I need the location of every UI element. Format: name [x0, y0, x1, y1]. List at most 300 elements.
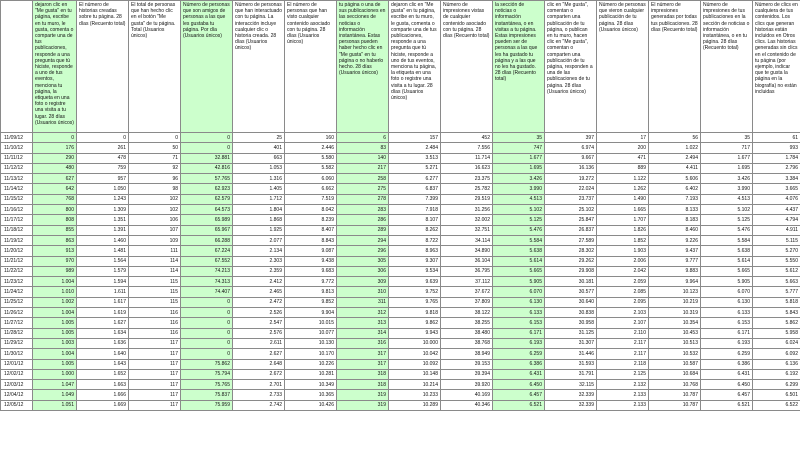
table-cell[interactable]: 9.437: [649, 246, 701, 256]
table-cell[interactable]: 5.582: [285, 163, 337, 173]
table-cell[interactable]: 92: [129, 163, 181, 173]
table-cell[interactable]: 10.587: [649, 359, 701, 369]
table-cell[interactable]: 23.737: [545, 194, 597, 204]
date-cell[interactable]: 11/23/12: [1, 277, 33, 287]
table-cell[interactable]: 8.460: [649, 225, 701, 235]
table-cell[interactable]: 2.576: [233, 328, 285, 338]
table-cell[interactable]: 1.405: [233, 184, 285, 194]
date-cell[interactable]: 11/12/12: [1, 163, 33, 173]
table-cell[interactable]: 31.307: [545, 338, 597, 348]
table-cell[interactable]: 6.136: [753, 359, 800, 369]
table-cell[interactable]: 10.219: [649, 297, 701, 307]
table-cell[interactable]: 32.002: [441, 215, 493, 225]
table-cell[interactable]: 5.818: [753, 297, 800, 307]
table-cell[interactable]: 117: [129, 400, 181, 410]
table-cell[interactable]: 40.346: [441, 400, 493, 410]
table-cell[interactable]: 31.593: [545, 359, 597, 369]
table-cell[interactable]: 6.259: [701, 349, 753, 359]
table-cell[interactable]: 8.133: [649, 205, 701, 215]
table-cell[interactable]: 10.289: [389, 400, 441, 410]
table-cell[interactable]: 7.193: [649, 194, 701, 204]
table-cell[interactable]: 401: [233, 143, 285, 153]
table-cell[interactable]: 16.623: [441, 163, 493, 173]
table-cell[interactable]: 5.606: [649, 174, 701, 184]
table-cell[interactable]: 66.288: [181, 235, 233, 245]
table-cell[interactable]: 5.125: [701, 215, 753, 225]
date-cell[interactable]: 12/03/12: [1, 380, 33, 390]
date-cell[interactable]: 11/14/12: [1, 184, 33, 194]
table-cell[interactable]: 1.490: [597, 194, 649, 204]
table-cell[interactable]: 10.123: [649, 287, 701, 297]
table-cell[interactable]: 1.049: [33, 390, 77, 400]
table-cell[interactable]: 1.053: [233, 163, 285, 173]
table-cell[interactable]: 39.920: [441, 380, 493, 390]
table-cell[interactable]: 2.446: [285, 143, 337, 153]
table-cell[interactable]: 2.095: [597, 297, 649, 307]
table-cell[interactable]: 9.534: [389, 266, 441, 276]
table-cell[interactable]: 1.712: [233, 194, 285, 204]
table-cell[interactable]: 3.426: [493, 174, 545, 184]
table-cell[interactable]: 176: [33, 143, 77, 153]
table-cell[interactable]: 96: [129, 174, 181, 184]
table-cell[interactable]: 1.051: [33, 400, 77, 410]
table-cell[interactable]: 10.042: [389, 349, 441, 359]
table-cell[interactable]: 286: [337, 215, 389, 225]
table-cell[interactable]: 10.532: [649, 349, 701, 359]
table-cell[interactable]: 6.070: [701, 287, 753, 297]
table-cell[interactable]: 1.804: [233, 205, 285, 215]
table-cell[interactable]: 6.153: [701, 318, 753, 328]
column-header[interactable]: [233, 1, 285, 133]
table-cell[interactable]: 4.911: [753, 225, 800, 235]
table-cell[interactable]: 117: [129, 349, 181, 359]
table-cell[interactable]: 140: [337, 153, 389, 163]
table-cell[interactable]: 75.862: [181, 359, 233, 369]
table-cell[interactable]: 23.375: [441, 174, 493, 184]
table-cell[interactable]: 2.107: [597, 318, 649, 328]
table-cell[interactable]: 5.102: [493, 205, 545, 215]
table-cell[interactable]: 6.092: [753, 349, 800, 359]
table-cell[interactable]: 56: [649, 133, 701, 143]
table-cell[interactable]: 1.351: [77, 215, 129, 225]
table-cell[interactable]: 2.359: [233, 266, 285, 276]
table-cell[interactable]: 1.925: [233, 225, 285, 235]
table-cell[interactable]: 1.481: [77, 246, 129, 256]
table-cell[interactable]: 98: [129, 184, 181, 194]
column-header[interactable]: [129, 1, 181, 133]
table-cell[interactable]: 115: [129, 277, 181, 287]
table-cell[interactable]: 4.794: [753, 215, 800, 225]
table-cell[interactable]: 2.077: [233, 235, 285, 245]
date-cell[interactable]: 11/18/12: [1, 225, 33, 235]
table-cell[interactable]: 6.450: [701, 380, 753, 390]
table-cell[interactable]: 6.662: [285, 184, 337, 194]
table-cell[interactable]: 957: [77, 174, 129, 184]
table-cell[interactable]: 8.183: [649, 215, 701, 225]
table-cell[interactable]: 37.112: [441, 277, 493, 287]
table-cell[interactable]: 9.772: [285, 277, 337, 287]
table-cell[interactable]: 1.640: [77, 349, 129, 359]
table-cell[interactable]: 10.077: [285, 328, 337, 338]
table-cell[interactable]: 5.476: [493, 225, 545, 235]
table-cell[interactable]: 8.107: [389, 215, 441, 225]
table-cell[interactable]: 5.905: [701, 277, 753, 287]
table-cell[interactable]: 6.130: [493, 297, 545, 307]
table-cell[interactable]: 6.153: [493, 318, 545, 328]
table-cell[interactable]: 2.103: [597, 308, 649, 318]
table-cell[interactable]: 116: [129, 318, 181, 328]
table-cell[interactable]: 6.431: [493, 369, 545, 379]
table-cell[interactable]: 10.453: [649, 328, 701, 338]
date-cell[interactable]: 11/27/12: [1, 318, 33, 328]
table-cell[interactable]: 35: [493, 133, 545, 143]
table-cell[interactable]: 74.407: [181, 287, 233, 297]
table-cell[interactable]: 5.580: [285, 153, 337, 163]
table-cell[interactable]: 39.394: [441, 369, 493, 379]
table-cell[interactable]: 2.303: [233, 256, 285, 266]
table-cell[interactable]: 305: [337, 256, 389, 266]
column-header[interactable]: [597, 1, 649, 133]
table-cell[interactable]: 65.989: [181, 215, 233, 225]
table-cell[interactable]: 1.047: [33, 380, 77, 390]
table-cell[interactable]: 1.617: [77, 297, 129, 307]
table-cell[interactable]: 2.648: [233, 359, 285, 369]
table-cell[interactable]: 32.339: [545, 400, 597, 410]
table-cell[interactable]: 19.272: [545, 174, 597, 184]
table-cell[interactable]: 1.634: [77, 328, 129, 338]
table-cell[interactable]: 29.519: [441, 194, 493, 204]
table-cell[interactable]: 10.170: [285, 349, 337, 359]
table-cell[interactable]: 855: [33, 225, 77, 235]
column-header[interactable]: [753, 1, 800, 133]
table-cell[interactable]: 25.782: [441, 184, 493, 194]
table-cell[interactable]: 107: [129, 225, 181, 235]
table-cell[interactable]: 9.087: [285, 246, 337, 256]
table-cell[interactable]: 1.868: [233, 215, 285, 225]
table-cell[interactable]: 2.701: [233, 380, 285, 390]
table-cell[interactable]: 0: [181, 133, 233, 143]
table-cell[interactable]: 50: [129, 143, 181, 153]
table-cell[interactable]: 5.905: [493, 277, 545, 287]
table-cell[interactable]: 42.816: [181, 163, 233, 173]
table-cell[interactable]: 65.967: [181, 225, 233, 235]
table-cell[interactable]: 4.513: [701, 194, 753, 204]
table-cell[interactable]: 5.550: [753, 256, 800, 266]
table-cell[interactable]: 40.169: [441, 390, 493, 400]
table-cell[interactable]: 627: [33, 174, 77, 184]
table-cell[interactable]: 6.133: [493, 308, 545, 318]
table-cell[interactable]: 2.134: [233, 246, 285, 256]
table-cell[interactable]: 32.339: [545, 390, 597, 400]
table-cell[interactable]: 0: [181, 143, 233, 153]
table-cell[interactable]: 258: [337, 174, 389, 184]
table-cell[interactable]: 319: [337, 400, 389, 410]
column-header[interactable]: [493, 1, 545, 133]
table-cell[interactable]: 1.663: [77, 380, 129, 390]
table-cell[interactable]: 38.768: [441, 338, 493, 348]
table-cell[interactable]: 2.059: [597, 277, 649, 287]
table-cell[interactable]: 471: [597, 153, 649, 163]
table-cell[interactable]: 31.256: [441, 205, 493, 215]
date-cell[interactable]: 11/29/12: [1, 338, 33, 348]
table-cell[interactable]: 989: [33, 266, 77, 276]
table-cell[interactable]: 1.003: [33, 338, 77, 348]
table-cell[interactable]: 1.852: [597, 235, 649, 245]
table-cell[interactable]: 31.125: [545, 328, 597, 338]
table-cell[interactable]: 1.316: [233, 174, 285, 184]
table-cell[interactable]: 6.837: [389, 184, 441, 194]
table-cell[interactable]: 309: [337, 277, 389, 287]
table-cell[interactable]: 34.890: [441, 246, 493, 256]
table-cell[interactable]: 2.611: [233, 338, 285, 348]
table-cell[interactable]: 17: [597, 133, 649, 143]
table-cell[interactable]: 117: [129, 380, 181, 390]
table-cell[interactable]: 261: [77, 143, 129, 153]
date-cell[interactable]: 11/13/12: [1, 174, 33, 184]
table-cell[interactable]: 1.564: [77, 256, 129, 266]
table-cell[interactable]: 9.765: [389, 297, 441, 307]
table-cell[interactable]: 283: [337, 205, 389, 215]
date-cell[interactable]: 11/17/12: [1, 215, 33, 225]
table-cell[interactable]: 10.000: [389, 338, 441, 348]
table-cell[interactable]: 217: [337, 163, 389, 173]
table-cell[interactable]: 6.457: [493, 390, 545, 400]
column-header[interactable]: [441, 1, 493, 133]
table-cell[interactable]: 1.004: [33, 349, 77, 359]
table-cell[interactable]: 6.192: [753, 369, 800, 379]
table-cell[interactable]: 5.476: [701, 225, 753, 235]
table-cell[interactable]: 2.118: [597, 359, 649, 369]
date-cell[interactable]: 11/19/12: [1, 235, 33, 245]
table-cell[interactable]: 2.133: [597, 390, 649, 400]
table-cell[interactable]: 2.117: [597, 338, 649, 348]
table-cell[interactable]: 160: [285, 133, 337, 143]
column-header[interactable]: [545, 1, 597, 133]
column-header[interactable]: [649, 1, 701, 133]
table-cell[interactable]: 863: [33, 235, 77, 245]
table-cell[interactable]: 8.239: [285, 215, 337, 225]
table-cell[interactable]: 2.125: [597, 369, 649, 379]
date-cell[interactable]: 12/01/12: [1, 359, 33, 369]
table-cell[interactable]: 1.010: [33, 287, 77, 297]
table-cell[interactable]: 5.777: [753, 287, 800, 297]
table-cell[interactable]: 8.843: [285, 235, 337, 245]
table-cell[interactable]: 5.663: [753, 277, 800, 287]
table-cell[interactable]: 117: [129, 359, 181, 369]
table-cell[interactable]: 10.226: [285, 359, 337, 369]
table-cell[interactable]: 317: [337, 359, 389, 369]
table-cell[interactable]: 10.684: [649, 369, 701, 379]
table-cell[interactable]: 289: [337, 225, 389, 235]
table-cell[interactable]: 6.259: [493, 349, 545, 359]
table-cell[interactable]: 768: [33, 194, 77, 204]
table-cell[interactable]: 480: [33, 163, 77, 173]
table-cell[interactable]: 2.110: [597, 328, 649, 338]
table-cell[interactable]: 1.636: [77, 338, 129, 348]
table-cell[interactable]: 1.005: [33, 359, 77, 369]
table-cell[interactable]: 1.666: [77, 390, 129, 400]
table-cell[interactable]: 397: [545, 133, 597, 143]
table-cell[interactable]: 310: [337, 287, 389, 297]
table-cell[interactable]: 2.733: [233, 390, 285, 400]
table-cell[interactable]: 319: [337, 390, 389, 400]
table-cell[interactable]: 294: [337, 235, 389, 245]
table-cell[interactable]: 7.519: [285, 194, 337, 204]
table-cell[interactable]: 5.584: [701, 235, 753, 245]
date-cell[interactable]: 11/11/12: [1, 153, 33, 163]
table-cell[interactable]: 5.614: [701, 256, 753, 266]
table-cell[interactable]: 38.255: [441, 318, 493, 328]
table-cell[interactable]: 1.627: [77, 318, 129, 328]
table-cell[interactable]: 6.521: [493, 400, 545, 410]
table-cell[interactable]: 25: [233, 133, 285, 143]
table-cell[interactable]: 2.672: [233, 369, 285, 379]
table-cell[interactable]: 102: [129, 205, 181, 215]
table-cell[interactable]: 5.271: [389, 163, 441, 173]
table-cell[interactable]: 22.024: [545, 184, 597, 194]
table-cell[interactable]: 6.386: [701, 359, 753, 369]
table-cell[interactable]: 1.004: [33, 308, 77, 318]
table-cell[interactable]: 29.262: [545, 256, 597, 266]
table-cell[interactable]: 290: [33, 153, 77, 163]
table-cell[interactable]: 38.122: [441, 308, 493, 318]
table-cell[interactable]: 9.813: [285, 287, 337, 297]
table-cell[interactable]: 312: [337, 308, 389, 318]
table-cell[interactable]: 808: [33, 215, 77, 225]
table-cell[interactable]: 1.677: [493, 153, 545, 163]
table-cell[interactable]: 1.652: [77, 369, 129, 379]
table-cell[interactable]: 717: [701, 143, 753, 153]
table-cell[interactable]: 275: [337, 184, 389, 194]
table-cell[interactable]: 115: [129, 297, 181, 307]
table-cell[interactable]: 5.665: [493, 266, 545, 276]
table-cell[interactable]: 26.837: [545, 225, 597, 235]
table-cell[interactable]: 318: [337, 369, 389, 379]
table-cell[interactable]: 62.923: [181, 184, 233, 194]
table-cell[interactable]: 116: [129, 308, 181, 318]
table-cell[interactable]: 109: [129, 235, 181, 245]
table-cell[interactable]: 6.171: [493, 328, 545, 338]
table-cell[interactable]: 67.224: [181, 246, 233, 256]
table-cell[interactable]: 1.004: [33, 277, 77, 287]
table-cell[interactable]: 6.521: [701, 400, 753, 410]
table-cell[interactable]: 64.573: [181, 205, 233, 215]
table-cell[interactable]: 642: [33, 184, 77, 194]
table-cell[interactable]: 32.881: [181, 153, 233, 163]
table-cell[interactable]: 117: [129, 369, 181, 379]
table-cell[interactable]: 0: [129, 133, 181, 143]
table-cell[interactable]: 1.391: [77, 225, 129, 235]
table-cell[interactable]: 9.307: [389, 256, 441, 266]
table-cell[interactable]: 6.386: [493, 359, 545, 369]
table-cell[interactable]: 2.412: [233, 277, 285, 287]
table-cell[interactable]: 3.990: [701, 184, 753, 194]
table-cell[interactable]: 1.262: [597, 184, 649, 194]
table-cell[interactable]: 2.526: [233, 308, 285, 318]
date-cell[interactable]: 11/16/12: [1, 205, 33, 215]
table-cell[interactable]: 9.438: [285, 256, 337, 266]
table-cell[interactable]: 10.426: [285, 400, 337, 410]
table-cell[interactable]: 9.752: [389, 287, 441, 297]
table-cell[interactable]: 316: [337, 338, 389, 348]
table-cell[interactable]: 6.402: [649, 184, 701, 194]
table-cell[interactable]: 6.457: [701, 390, 753, 400]
table-cell[interactable]: 114: [129, 266, 181, 276]
table-cell[interactable]: 5.612: [753, 266, 800, 276]
table-cell[interactable]: 9.852: [285, 297, 337, 307]
table-cell[interactable]: 9.818: [389, 308, 441, 318]
table-cell[interactable]: 1.309: [77, 205, 129, 215]
column-header[interactable]: [181, 1, 233, 133]
table-cell[interactable]: 28.302: [545, 246, 597, 256]
table-cell[interactable]: 29.908: [545, 266, 597, 276]
table-cell[interactable]: 993: [753, 143, 800, 153]
table-cell[interactable]: 1.707: [597, 215, 649, 225]
table-cell[interactable]: 1.826: [597, 225, 649, 235]
table-cell[interactable]: 6.501: [753, 390, 800, 400]
table-cell[interactable]: 1.665: [597, 205, 649, 215]
table-cell[interactable]: 9.964: [649, 277, 701, 287]
table-cell[interactable]: 10.349: [285, 380, 337, 390]
table-cell[interactable]: 37.672: [441, 287, 493, 297]
table-cell[interactable]: 296: [337, 246, 389, 256]
table-cell[interactable]: 1.460: [77, 235, 129, 245]
column-header[interactable]: [389, 1, 441, 133]
table-cell[interactable]: 62.579: [181, 194, 233, 204]
table-cell[interactable]: 0: [77, 133, 129, 143]
table-cell[interactable]: 102: [129, 194, 181, 204]
table-cell[interactable]: 2.796: [753, 163, 800, 173]
table-cell[interactable]: 5.862: [753, 318, 800, 328]
table-cell[interactable]: 32.115: [545, 380, 597, 390]
table-cell[interactable]: 6.450: [493, 380, 545, 390]
table-cell[interactable]: 10.365: [285, 390, 337, 400]
table-cell[interactable]: 1.022: [649, 143, 701, 153]
table-cell[interactable]: 9.943: [389, 328, 441, 338]
table-cell[interactable]: 5.614: [493, 256, 545, 266]
date-cell[interactable]: 12/05/12: [1, 400, 33, 410]
table-cell[interactable]: 0: [181, 349, 233, 359]
table-cell[interactable]: 11.714: [441, 153, 493, 163]
date-cell[interactable]: 11/15/12: [1, 194, 33, 204]
table-cell[interactable]: 9.226: [649, 235, 701, 245]
table-cell[interactable]: 6.299: [753, 380, 800, 390]
table-cell[interactable]: 314: [337, 328, 389, 338]
table-cell[interactable]: 2.627: [233, 349, 285, 359]
table-cell[interactable]: 5.125: [493, 215, 545, 225]
table-cell[interactable]: 1.903: [597, 246, 649, 256]
date-cell[interactable]: 11/22/12: [1, 266, 33, 276]
table-cell[interactable]: 10.768: [649, 380, 701, 390]
table-cell[interactable]: 57.765: [181, 174, 233, 184]
table-cell[interactable]: 747: [493, 143, 545, 153]
table-cell[interactable]: 3.665: [753, 184, 800, 194]
table-cell[interactable]: 663: [233, 153, 285, 163]
table-cell[interactable]: 318: [337, 380, 389, 390]
table-cell[interactable]: 74.213: [181, 266, 233, 276]
table-cell[interactable]: 5.958: [753, 328, 800, 338]
table-cell[interactable]: 2.042: [597, 266, 649, 276]
table-cell[interactable]: 5.102: [701, 205, 753, 215]
table-cell[interactable]: 6.522: [753, 400, 800, 410]
table-cell[interactable]: 10.787: [649, 400, 701, 410]
table-cell[interactable]: 10.233: [389, 390, 441, 400]
table-cell[interactable]: 2.484: [389, 143, 441, 153]
table-cell[interactable]: 6: [337, 133, 389, 143]
column-header[interactable]: [285, 1, 337, 133]
table-cell[interactable]: 116: [129, 328, 181, 338]
column-header[interactable]: [77, 1, 129, 133]
